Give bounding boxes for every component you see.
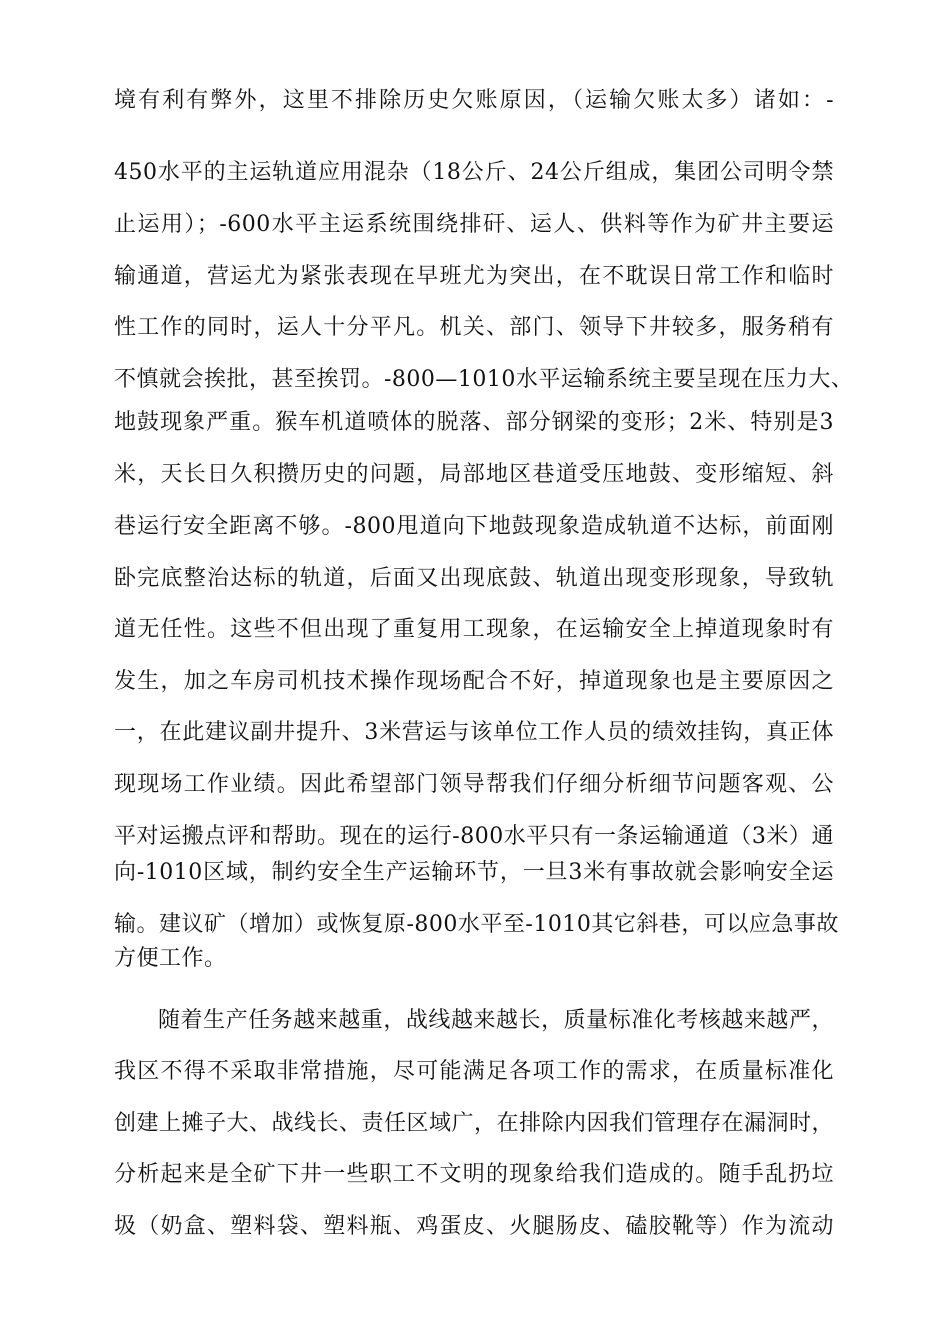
text-line: 450水平的主运轨道应用混杂（18公斤、24公斤组成，集团公司明令禁 xyxy=(114,160,834,185)
text-line: 输通道，营运尤为紧张表现在早班尤为突出，在不耽误日常工作和临时 xyxy=(114,264,834,289)
text-line: 平对运搬点评和帮助。现在的运行-800水平只有一条运输通道（3米）通 xyxy=(114,824,834,849)
text-line: 一，在此建议副井提升、3米营运与该单位工作人员的绩效挂钩，真正体 xyxy=(114,720,834,745)
text-line: 向-1010区域，制约安全生产运输环节，一旦3米有事故就会影响安全运 xyxy=(114,860,834,885)
text-line: 方便工作。 xyxy=(114,946,227,971)
text-line: 发生，加之车房司机技术操作现场配合不好，掉道现象也是主要原因之 xyxy=(114,669,834,694)
text-line: 现现场工作业绩。因此希望部门领导帮我们仔细分析细节问题客观、公 xyxy=(114,772,834,797)
text-line: 性工作的同时，运人十分平凡。机关、部门、领导下井较多，服务稍有 xyxy=(114,315,834,340)
text-line: 不慎就会挨批，甚至挨罚。-800—1010水平运输系统主要呈现在压力大、 xyxy=(114,367,854,392)
text-line: 止运用）；-600水平主运系统围绕排矸、运人、供料等作为矿井主要运 xyxy=(114,212,834,237)
text-line: 随着生产任务越来越重，战线越来越长，质量标准化考核越来越严， xyxy=(158,1008,834,1033)
text-line: 地鼓现象严重。猴车机道喷体的脱落、部分钢梁的变形；2米、特别是3 xyxy=(114,410,834,435)
text-line: 输。建议矿（增加）或恢复原-800水平至-1010其它斜巷，可以应急事故 xyxy=(114,912,839,937)
text-line: 分析起来是全矿下井一些职工不文明的现象给我们造成的。随手乱扔垃 xyxy=(114,1162,834,1187)
text-line: 米，天长日久积攒历史的问题，局部地区巷道受压地鼓、变形缩短、斜 xyxy=(114,462,834,487)
text-line: 圾（奶盒、塑料袋、塑料瓶、鸡蛋皮、火腿肠皮、磕胶靴等）作为流动 xyxy=(114,1214,834,1239)
text-line: 境有利有弊外，这里不排除历史欠账原因，（运输欠账太多）诸如：- xyxy=(114,88,834,113)
text-line: 创建上摊子大、战线长、责任区域广，在排除内因我们管理存在漏洞时， xyxy=(114,1111,835,1136)
text-line: 卧完底整治达标的轨道，后面又出现底鼓、轨道出现变形现象，导致轨 xyxy=(114,566,834,591)
text-line: 巷运行安全距离不够。-800甩道向下地鼓现象造成轨道不达标，前面刚 xyxy=(114,514,834,539)
text-line: 我区不得不采取非常措施，尽可能满足各项工作的需求，在质量标准化 xyxy=(114,1059,834,1084)
text-line: 道无任性。这些不但出现了重复用工现象，在运输安全上掉道现象时有 xyxy=(114,617,834,642)
